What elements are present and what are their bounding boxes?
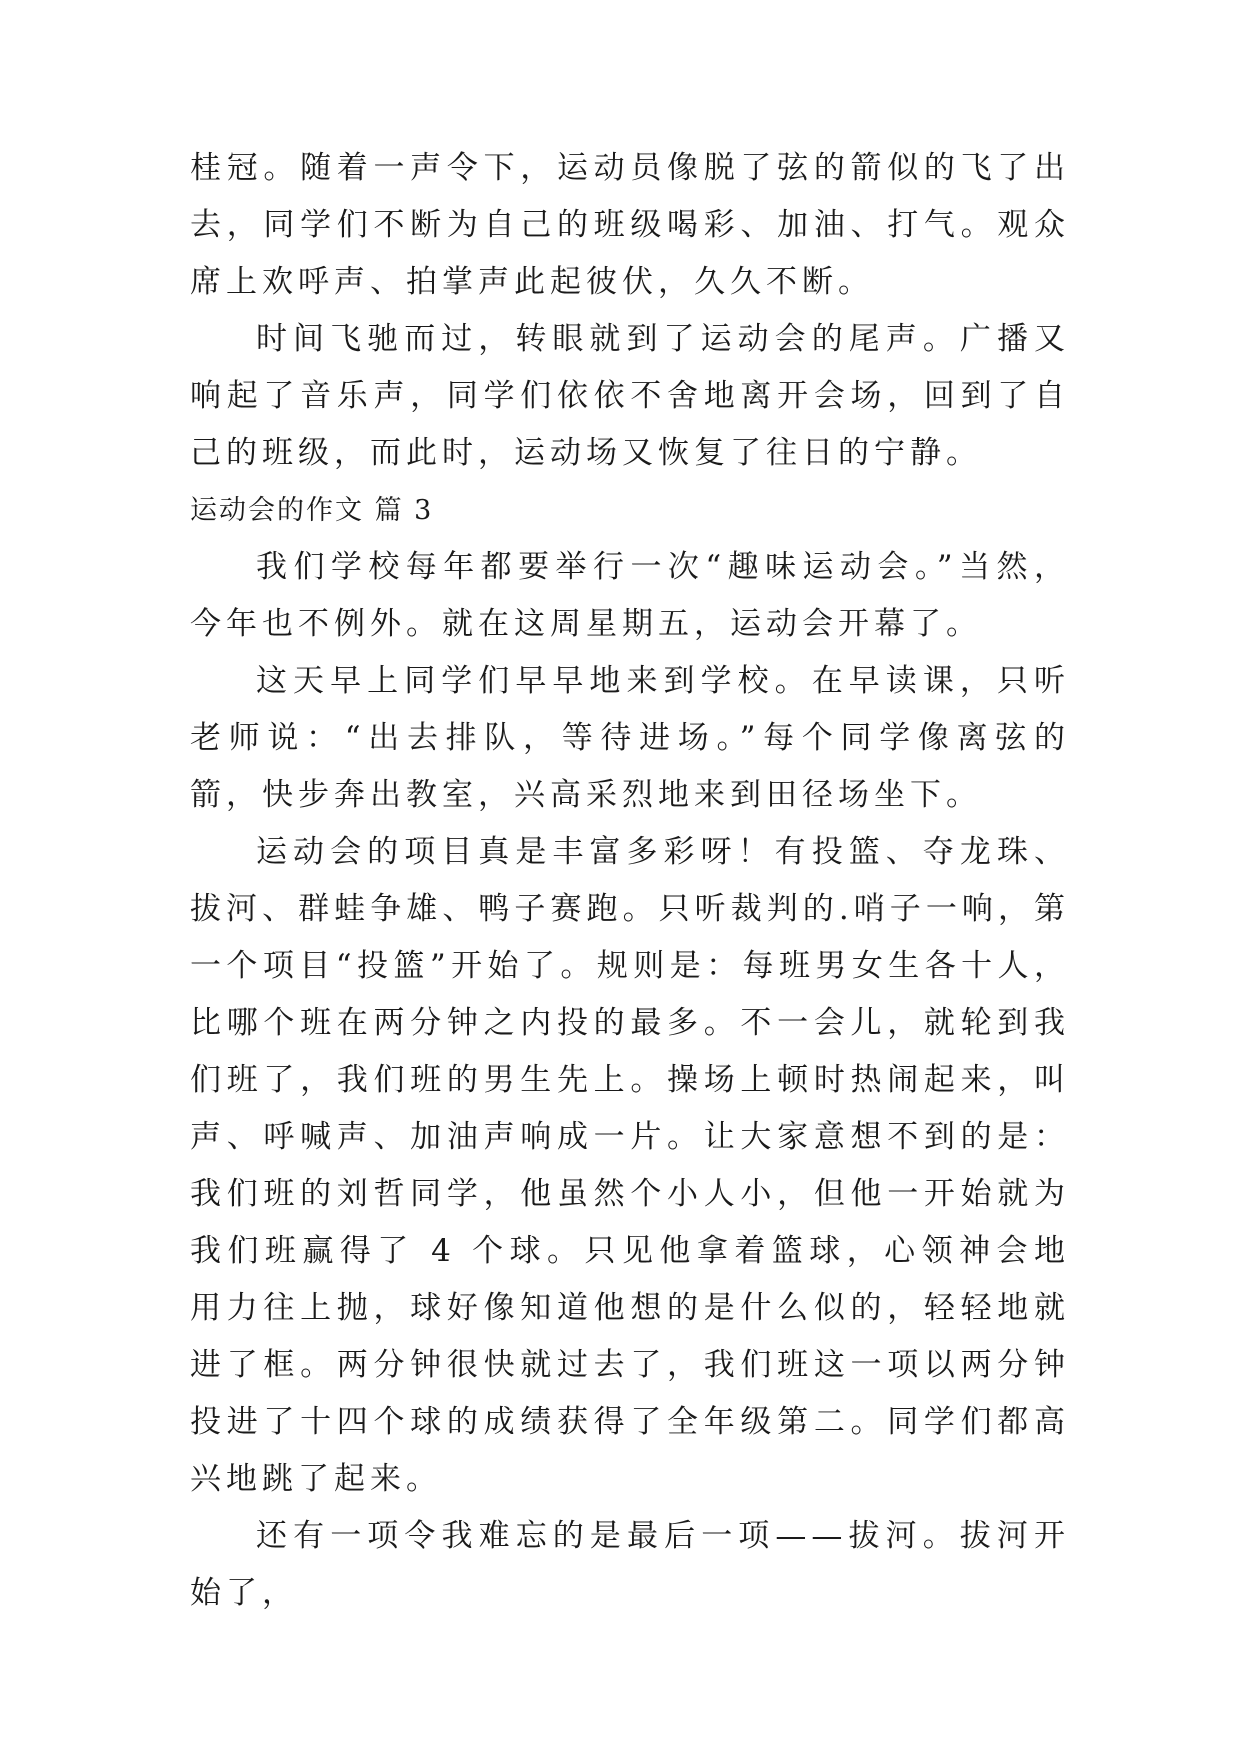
paragraph-intro: 我们学校每年都要举行一次“趣味运动会。”当然，今年也不例外。就在这周星期五，运动会开幕了。 <box>190 549 1070 642</box>
paragraph-closing: 时间飞驰而过，转眼就到了运动会的尾声。广播又响起了音乐声，同学们依依不舍地离开会场，回到了自己的班级，而此时，运动场又恢复了往日的宁静。 <box>190 321 1070 471</box>
section-heading: 运动会的作文 篇 3 <box>190 495 434 526</box>
paragraph-morning: 这天早上同学们早早地来到学校。在早读课，只听老师说：“出去排队，等待进场。”每个同学像离弦的箭，快步奔出教室，兴高采烈地来到田径场坐下。 <box>190 663 1070 813</box>
paragraph-basketball: 运动会的项目真是丰富多彩呀！有投篮、夺龙珠、拔河、群蛙争雄、鸭子赛跑。只听裁判的.哨子一响，第一个项目“投篮”开始了。规则是：每班男女生各十人，比哪个班在两分钟之内投的最多。不一会儿，就轮到我们班了，我们班的男生先上。操场上顿时热闹起来，叫声、呼喊声、加油声响成一片。让大家意想不到的是：我们班的刘哲同学，他虽然个小人小，但他一开始就为我们班赢得了 4 个球。只见他拿着篮球，心领神会地用力往上抛，球好像知道他想的是什么似的，轻轻地就进了框。两分钟很快就过去了，我们班这一项以两分钟投进了十四个球的成绩获得了全年级第二。同学们都高兴地跳了起来。 <box>190 834 1070 1497</box>
paragraph-ending-race: 桂冠。随着一声令下，运动员像脱了弦的箭似的飞了出去，同学们不断为自己的班级喝彩、加油、打气。观众席上欢呼声、拍掌声此起彼伏，久久不断。 <box>190 150 1070 300</box>
paragraph-tug-of-war: 还有一项令我难忘的是最后一项——拔河。拔河开始了， <box>190 1518 1070 1611</box>
document-page <box>190 140 1070 1622</box>
